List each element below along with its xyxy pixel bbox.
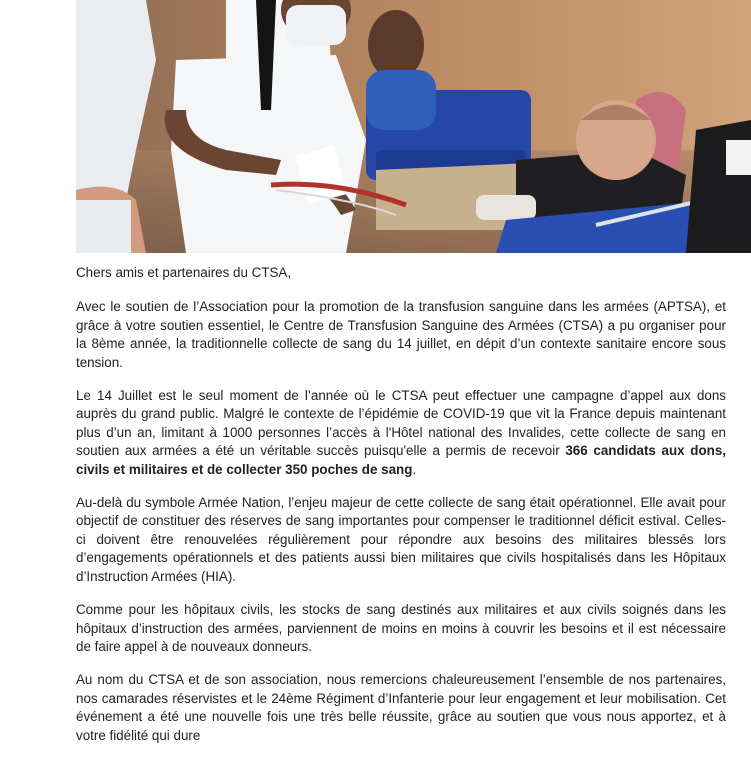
letter-paragraph-1: Avec le soutien de l’Association pour la promotion de la transfusion sanguine dans les armées (APTSA), et grâce à votre soutien essentiel, le Centre de Transfusion Sanguine des Armées (CTSA) a pu organiser pour la 8ème année, la traditionnelle collecte de sang du 14 juillet, en dépit d’un contexte sanitaire encore sous tension. xyxy=(76,299,726,370)
letter-paragraph-2 xyxy=(76,387,726,479)
photo-illustration xyxy=(76,0,751,253)
blood-donation-photo xyxy=(76,0,751,253)
letter-paragraph-3: Au-delà du symbole Armée Nation, l’enjeu majeur de cette collecte de sang était opérationnel. Elle avait pour objectif de constituer des réserves de sang importantes pour compenser le traditionnel déficit estival. Celles-ci doivent être renouvelées régulièrement pour répondre aux besoins des militaires blessés lors d’engagements opérationnels et des patients aussi bien militaires que civils hospitalisés dans les Hôpitaux d’Instruction Armées (HIA). xyxy=(76,495,726,584)
letter-body xyxy=(76,264,726,760)
letter-greeting: Chers amis et partenaires du CTSA, xyxy=(76,265,292,280)
paragraph-2-text-end: . xyxy=(412,461,417,477)
letter-paragraph-4: Comme pour les hôpitaux civils, les stocks de sang destinés aux militaires et aux civils soignés dans les hôpitaux d’instruction des armées, parviennent de moins en moins à couvrir les besoins et il est nécessaire de faire appel à de nouveaux donneurs. xyxy=(76,602,726,654)
paragraph-2-text-start: Le 14 Juillet est le seul moment de l’année où le CTSA peut effectuer une campagne d’appel aux dons auprès du grand public. Malgré le contexte de l’épidémie de COVID-19 que vit la France depuis maintenant plus d’un an, limitant à 1000 personnes l’accès à l'Hôtel national des Invalides, cette collecte de sang en soutien aux armées a été un véritable succès puisqu'elle a permis de recevoir xyxy=(76,388,726,459)
letter-paragraph-5: Au nom du CTSA et de son association, nous remercions chaleureusement l’ensemble de nos partenaires, nos camarades réservistes et le 24ème Régiment d’Infanterie pour leur engagement et leur mobilisation. Cet événement a été une nouvelle fois une très belle réussite, grâce au soutien que vous nous apportez, et à votre fidélité qui dure xyxy=(76,672,726,743)
paragraph-2-highlight: 366 candidats aux dons, civils et militaires et de collecter 350 poches de sang xyxy=(76,443,726,477)
